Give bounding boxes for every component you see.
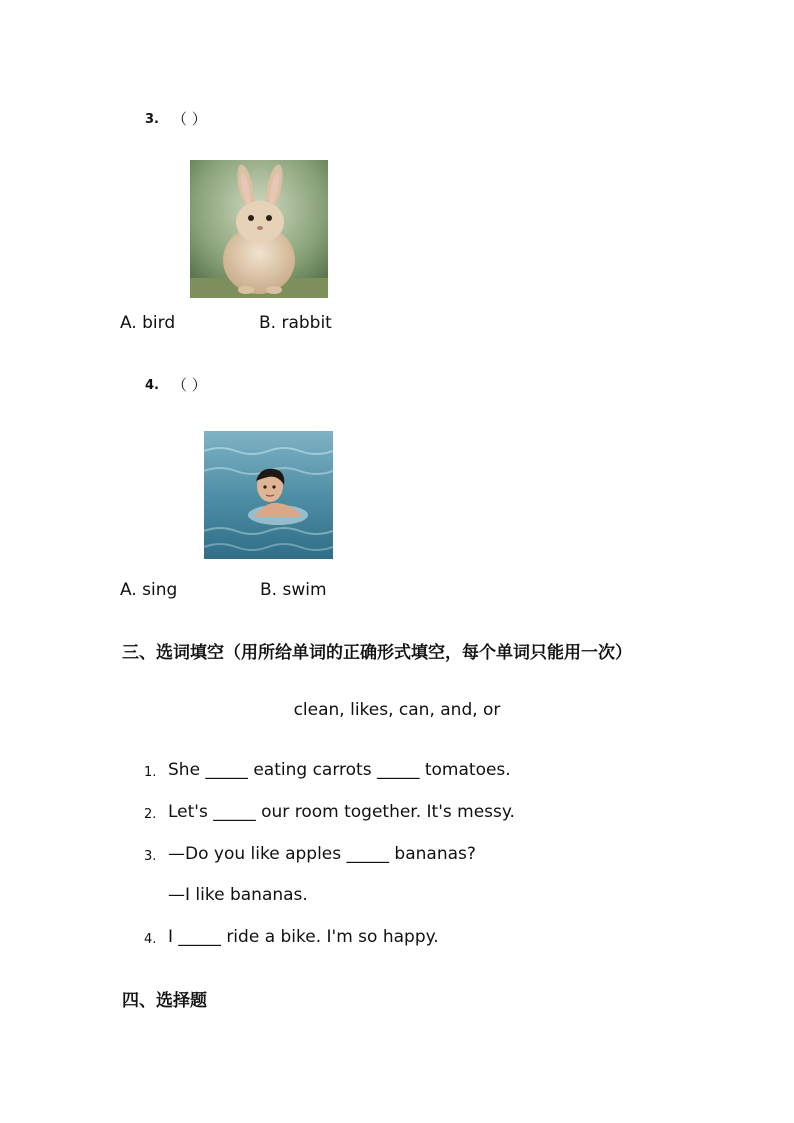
question-4-answer-blank[interactable]: （ ） (172, 376, 207, 394)
fill-item-4-number: 4. (144, 932, 157, 947)
question-4-option-b[interactable]: B. swim (260, 580, 327, 600)
word-bank: clean, likes, can, and, or (293, 700, 501, 720)
fill-item-1-text[interactable]: She _____ eating carrots _____ tomatoes. (168, 760, 511, 780)
swimmer-photo (204, 431, 333, 559)
fill-item-2-number: 2. (144, 807, 157, 822)
question-3-answer-blank[interactable]: （ ） (172, 110, 207, 128)
fill-item-4-text[interactable]: I _____ ride a bike. I'm so happy. (168, 927, 439, 947)
rabbit-photo (190, 160, 328, 298)
fill-item-3-text[interactable]: —Do you like apples _____ bananas? (168, 844, 476, 864)
question-3-option-a[interactable]: A. bird (120, 313, 176, 333)
fill-item-3-response: —I like bananas. (168, 885, 308, 905)
section-4-title: 四、选择题 (122, 991, 207, 1011)
fill-item-2-text[interactable]: Let's _____ our room together. It's messy. (168, 802, 515, 822)
question-4-option-a[interactable]: A. sing (120, 580, 178, 600)
fill-item-3-number: 3. (144, 849, 157, 864)
section-3-title: 三、选词填空（用所给单词的正确形式填空，每个单词只能用一次） (122, 643, 632, 663)
question-3-number: 3. (145, 112, 159, 127)
fill-item-1-number: 1. (144, 765, 157, 780)
question-4-number: 4. (145, 378, 159, 393)
question-3-option-b[interactable]: B. rabbit (259, 313, 332, 333)
